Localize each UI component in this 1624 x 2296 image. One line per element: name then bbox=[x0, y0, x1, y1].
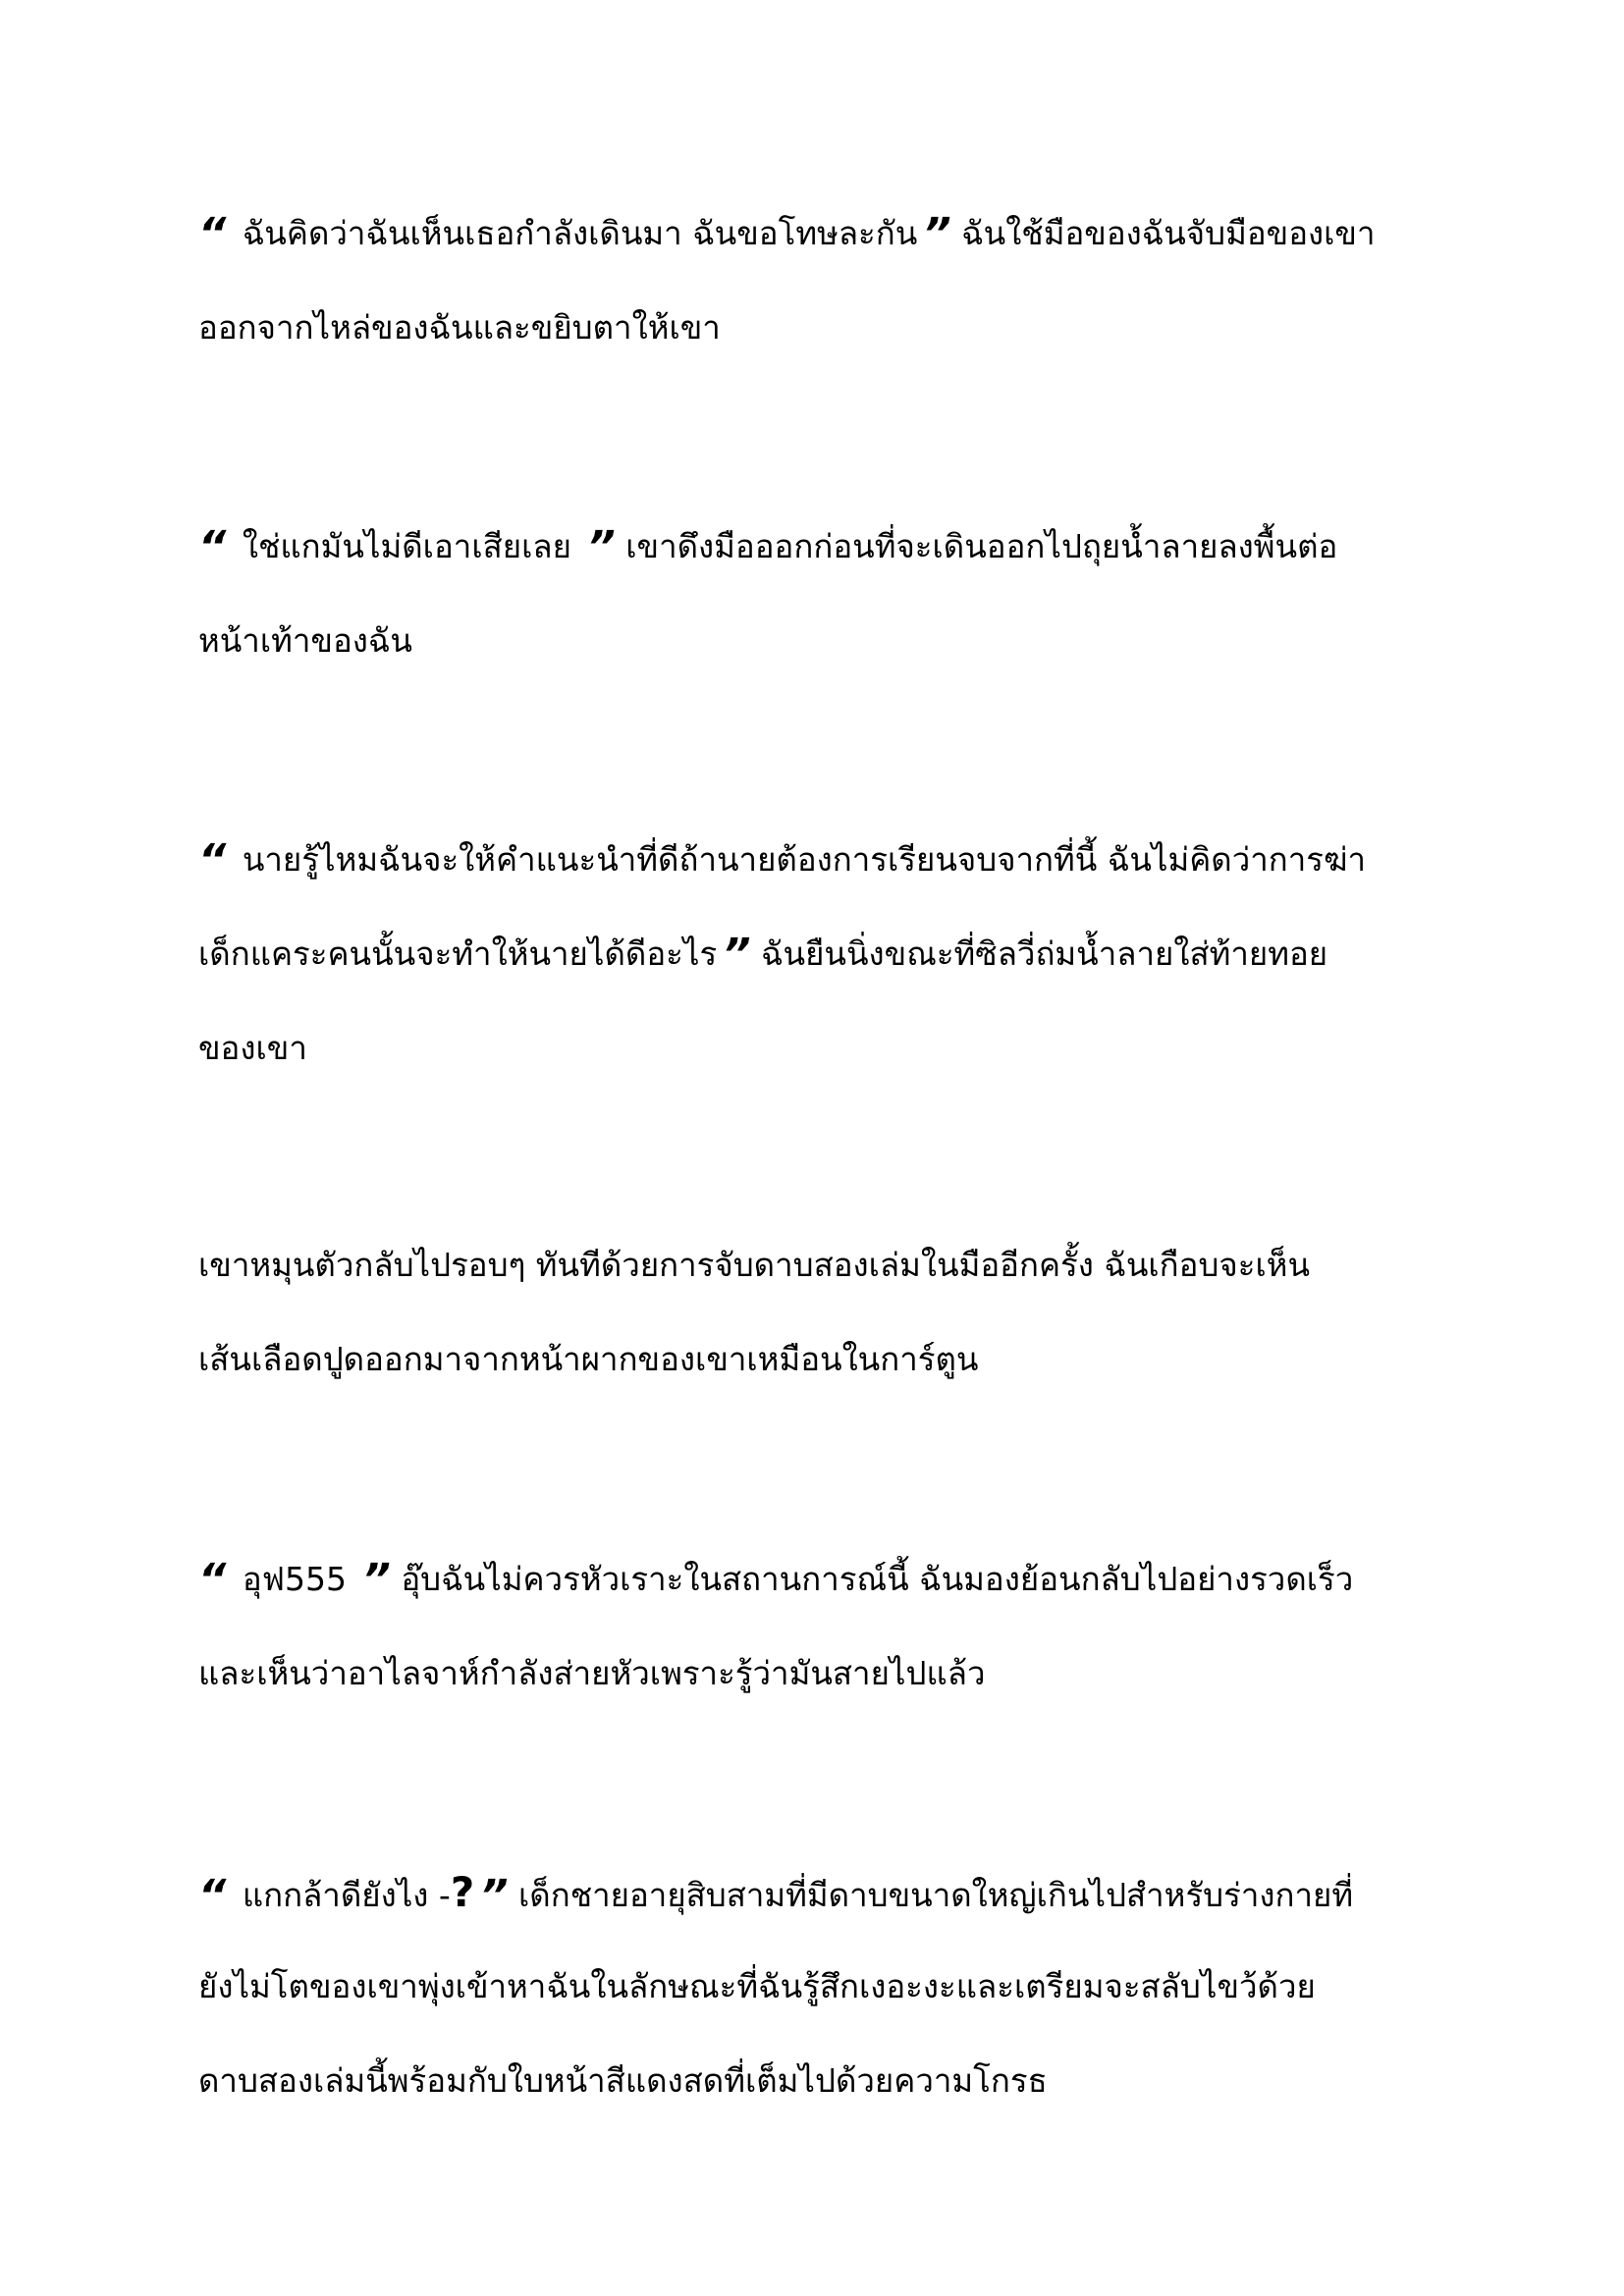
close-quote: ” bbox=[362, 1555, 391, 1605]
narration-text: ดาบสองเล่มนี้พร้อมกับใบหน้าสีแดงสดที่เต็มไปด้วยความโกรธ bbox=[198, 2061, 1048, 2100]
close-quote: ” bbox=[480, 1871, 509, 1921]
narration-text: เขาหมุนตัวกลับไปรอบๆ ทันทีด้วยการจับดาบสองเล่มในมืออีกครั้ง ฉันเกือบจะเห็น bbox=[198, 1246, 1311, 1284]
narration-text: ของเขา bbox=[198, 1029, 307, 1067]
open-quote: “ bbox=[198, 1871, 227, 1921]
narration-text: เส้นเลือดปูดออกมาจากหน้าผากของเขาเหมือนในการ์ตูน bbox=[198, 1340, 979, 1378]
dialogue-text: เด็กแคระคนนั้นจะทำให้นายได้ดีอะไร bbox=[198, 934, 718, 973]
paragraph-line bbox=[198, 1868, 1354, 1921]
dialogue-text: นายรู้ไหมฉันจะให้คำแนะนำที่ดีถ้านายต้องการเรียนจบจากที่นี้ ฉันไม่คิดว่าการฆ่า bbox=[232, 840, 1367, 879]
dialogue-text: อุฟ555 bbox=[232, 1560, 357, 1598]
narration-text: ฉันยืนนิ่งขณะที่ซิลวี่ถ่มน้ำลายใส่ท้ายทอย bbox=[750, 934, 1328, 973]
open-quote: “ bbox=[198, 1555, 227, 1605]
paragraph-line bbox=[198, 617, 412, 665]
narration-text: ออกจากไหล่ของฉันและขยิบตาให้เขา bbox=[198, 308, 721, 347]
paragraph-line bbox=[198, 1556, 1353, 1603]
open-quote: “ bbox=[198, 835, 227, 885]
paragraph-line bbox=[198, 2057, 1048, 2105]
dialogue-text: แกกล้าดียังไง - bbox=[232, 1876, 451, 1914]
paragraph-line bbox=[198, 210, 1376, 257]
paragraph-line bbox=[198, 931, 1327, 978]
open-quote: “ bbox=[198, 209, 227, 259]
paragraph-line bbox=[198, 1025, 307, 1072]
paragraph-line bbox=[198, 1963, 1316, 2010]
narration-text: อุ๊บฉันไม่ควรหัวเราะในสถานการณ์นี้ ฉันมองย้อนกลับไปอย่างรวดเร็ว bbox=[390, 1560, 1354, 1598]
dialogue-text: ฉันคิดว่าฉันเห็นเธอกำลังเดินมา ฉันขอโทษละกัน bbox=[232, 214, 918, 252]
narration-text: ยังไม่โตของเขาพุ่งเข้าหาฉันในลักษณะที่ฉันรู้สึกเงอะงะและเตรียมจะสลับไขว้ด้วย bbox=[198, 1967, 1316, 2005]
narration-text: และเห็นว่าอาไลจาห์กำลังส่ายหัวเพราะรู้ว่ามันสายไปแล้ว bbox=[198, 1654, 986, 1692]
paragraph-line bbox=[198, 304, 721, 351]
close-quote: ” bbox=[587, 522, 616, 572]
paragraph-line bbox=[198, 836, 1366, 883]
narration-text: หน้าเท้าของฉัน bbox=[198, 621, 412, 660]
narration-text: ฉันใช้มือของฉันจับมือของเขา bbox=[950, 214, 1376, 252]
dialogue-text: ใช่แกมันไม่ดีเอาเสียเลย bbox=[232, 527, 582, 565]
paragraph-line bbox=[198, 523, 1337, 570]
close-quote: ” bbox=[923, 209, 951, 259]
narration-text: เด็กชายอายุสิบสามที่มีดาบขนาดใหญ่เกินไปสำหรับร่างกายที่ bbox=[508, 1876, 1354, 1914]
narration-text: เขาดึงมือออกก่อนที่จะเดินออกไปถุยน้ำลายลงพื้นต่อ bbox=[615, 527, 1338, 565]
close-quote: ” bbox=[723, 930, 751, 980]
open-quote: “ bbox=[198, 522, 227, 572]
paragraph-line bbox=[198, 1242, 1310, 1289]
paragraph-line bbox=[198, 1650, 985, 1697]
question-mark: ? bbox=[450, 1868, 475, 1916]
paragraph-line bbox=[198, 1336, 978, 1383]
